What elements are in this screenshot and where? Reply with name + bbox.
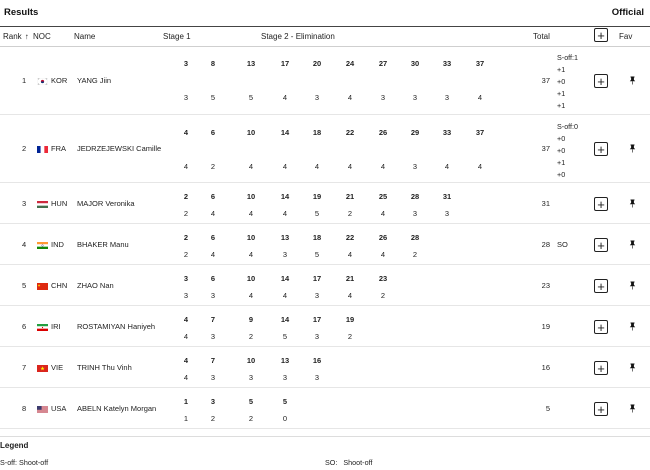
column-total: Total xyxy=(533,32,550,41)
pin-icon[interactable] xyxy=(629,240,636,251)
cumulative-score: 7 xyxy=(210,315,216,324)
legend-item-so xyxy=(325,458,372,467)
plus-icon: + xyxy=(597,142,605,157)
series-score: 3 xyxy=(444,209,450,218)
series-score: 3 xyxy=(183,93,189,102)
total-score: 31 xyxy=(541,199,550,208)
cumulative-score: 6 xyxy=(210,233,216,242)
cumulative-score: 6 xyxy=(210,274,216,283)
cumulative-score: 10 xyxy=(246,192,256,201)
series-score: 4 xyxy=(282,209,288,218)
series-score: 4 xyxy=(347,162,353,171)
series-score: 5 xyxy=(248,93,254,102)
series-score: 3 xyxy=(412,209,418,218)
pin-icon[interactable] xyxy=(629,404,636,415)
legend-item-soff xyxy=(0,458,48,467)
athlete-name: BHAKER Manu xyxy=(77,240,129,249)
cumulative-score: 2 xyxy=(183,192,189,201)
series-score: 2 xyxy=(183,250,189,259)
total-score: 19 xyxy=(541,322,550,331)
column-fav: Fav xyxy=(619,32,633,41)
cumulative-score: 14 xyxy=(280,274,290,283)
column-stage1: Stage 1 xyxy=(163,32,191,41)
series-score: 2 xyxy=(380,291,386,300)
cumulative-score: 28 xyxy=(410,192,420,201)
shoot-off-shot: +1 xyxy=(557,89,566,98)
series-score: 3 xyxy=(183,291,189,300)
cumulative-score: 21 xyxy=(345,274,355,283)
series-score: 4 xyxy=(477,93,483,102)
cumulative-score: 5 xyxy=(282,397,288,406)
plus-icon: + xyxy=(597,402,605,417)
series-score: 2 xyxy=(210,414,216,423)
cumulative-score: 18 xyxy=(312,233,322,242)
series-score: 3 xyxy=(314,332,320,341)
pin-icon[interactable] xyxy=(629,322,636,333)
cumulative-score: 3 xyxy=(183,59,189,68)
series-score: 0 xyxy=(282,414,288,423)
shoot-off-shot: +0 xyxy=(557,170,566,179)
cumulative-score: 37 xyxy=(475,59,485,68)
athlete-name: JEDRZEJEWSKI Camille xyxy=(77,144,162,153)
shoot-off-shot: +0 xyxy=(557,146,566,155)
series-score: 5 xyxy=(210,93,216,102)
cumulative-score: 16 xyxy=(312,356,322,365)
series-score: 4 xyxy=(183,332,189,341)
cumulative-score: 5 xyxy=(248,397,254,406)
table-row xyxy=(0,183,650,224)
rank-value: 8 xyxy=(22,404,27,413)
cumulative-score: 17 xyxy=(312,315,322,324)
cumulative-score: 37 xyxy=(475,128,485,137)
legend-key: SO: xyxy=(325,458,338,467)
rank-value: 2 xyxy=(22,144,27,153)
cumulative-score: 27 xyxy=(378,59,388,68)
noc-code: IND xyxy=(51,240,64,249)
cumulative-score: 6 xyxy=(210,192,216,201)
shoot-off-shot: +1 xyxy=(557,101,566,110)
cumulative-score: 9 xyxy=(248,315,254,324)
pin-icon[interactable] xyxy=(629,144,636,155)
series-score: 4 xyxy=(210,209,216,218)
series-score: 2 xyxy=(347,209,353,218)
cumulative-score: 7 xyxy=(210,356,216,365)
flag-iri-icon xyxy=(37,324,48,331)
column-name: Name xyxy=(74,32,96,41)
expand-row-button[interactable] xyxy=(594,320,608,334)
series-score: 4 xyxy=(210,250,216,259)
cumulative-score: 23 xyxy=(378,274,388,283)
cumulative-score: 2 xyxy=(183,233,189,242)
cumulative-score: 3 xyxy=(183,274,189,283)
cumulative-score: 18 xyxy=(312,128,322,137)
shoot-off-marker: SO xyxy=(557,240,568,249)
flag-ind-icon xyxy=(37,242,48,249)
cumulative-score: 17 xyxy=(312,274,322,283)
series-score: 3 xyxy=(314,373,320,382)
flag-usa-icon xyxy=(37,406,48,413)
shoot-off-result: S-off:1 xyxy=(557,53,579,62)
series-score: 4 xyxy=(380,250,386,259)
shoot-off-shot: +1 xyxy=(557,65,566,74)
series-score: 4 xyxy=(248,209,254,218)
series-score: 3 xyxy=(314,291,320,300)
expand-row-button[interactable] xyxy=(594,142,608,156)
cumulative-score: 33 xyxy=(442,128,452,137)
series-score: 3 xyxy=(210,332,216,341)
plus-icon: + xyxy=(597,279,605,294)
series-score: 3 xyxy=(282,373,288,382)
series-score: 3 xyxy=(380,93,386,102)
series-score: 3 xyxy=(210,291,216,300)
cumulative-score: 30 xyxy=(410,59,420,68)
expand-row-button[interactable] xyxy=(594,361,608,375)
cumulative-score: 13 xyxy=(280,233,290,242)
cumulative-score: 28 xyxy=(410,233,420,242)
plus-icon: + xyxy=(597,74,605,89)
flag-kor-icon xyxy=(37,78,48,85)
cumulative-score: 22 xyxy=(345,233,355,242)
series-score: 2 xyxy=(347,332,353,341)
athlete-name: YANG Jiin xyxy=(77,76,112,85)
cumulative-score: 4 xyxy=(183,356,189,365)
table-row xyxy=(0,388,650,429)
total-score: 37 xyxy=(541,76,550,85)
expand-row-button[interactable] xyxy=(594,74,608,88)
noc-code: KOR xyxy=(51,76,68,85)
cumulative-score: 29 xyxy=(410,128,420,137)
series-score: 3 xyxy=(412,93,418,102)
series-score: 5 xyxy=(314,250,320,259)
rank-value: 4 xyxy=(22,240,27,249)
table-row xyxy=(0,224,650,265)
total-score: 28 xyxy=(541,240,550,249)
series-score: 3 xyxy=(210,373,216,382)
series-score: 4 xyxy=(282,93,288,102)
cumulative-score: 10 xyxy=(246,356,256,365)
plus-icon: + xyxy=(597,28,605,43)
series-score: 4 xyxy=(183,162,189,171)
expand-row-button[interactable] xyxy=(594,402,608,416)
legend-value: Shoot-off xyxy=(343,458,373,467)
cumulative-score: 10 xyxy=(246,233,256,242)
series-score: 3 xyxy=(248,373,254,382)
cumulative-score: 10 xyxy=(246,128,256,137)
cumulative-score: 20 xyxy=(312,59,322,68)
athlete-name: ZHAO Nan xyxy=(77,281,114,290)
pin-icon[interactable] xyxy=(629,199,636,210)
series-score: 4 xyxy=(248,291,254,300)
series-score: 4 xyxy=(444,162,450,171)
series-score: 4 xyxy=(314,162,320,171)
series-score: 4 xyxy=(380,162,386,171)
plus-icon: + xyxy=(597,361,605,376)
total-score: 37 xyxy=(541,144,550,153)
divider xyxy=(0,436,650,437)
cumulative-score: 26 xyxy=(378,128,388,137)
results-bar xyxy=(0,0,650,27)
cumulative-score: 33 xyxy=(442,59,452,68)
total-score: 5 xyxy=(545,404,550,413)
series-score: 4 xyxy=(282,291,288,300)
rank-value: 1 xyxy=(22,76,27,85)
cumulative-score: 13 xyxy=(246,59,256,68)
series-score: 5 xyxy=(314,209,320,218)
cumulative-score: 14 xyxy=(280,128,290,137)
legend-key: S-off: xyxy=(0,458,18,467)
expand-row-button[interactable] xyxy=(594,197,608,211)
cumulative-score: 3 xyxy=(210,397,216,406)
rank-value: 7 xyxy=(22,363,27,372)
pin-icon[interactable] xyxy=(629,76,636,87)
cumulative-score: 17 xyxy=(280,59,290,68)
table-row xyxy=(0,306,650,347)
cumulative-score: 14 xyxy=(280,192,290,201)
series-score: 4 xyxy=(248,250,254,259)
cumulative-score: 10 xyxy=(246,274,256,283)
flag-hun-icon xyxy=(37,201,48,208)
plus-icon: + xyxy=(597,320,605,335)
rank-value: 5 xyxy=(22,281,27,290)
cumulative-score: 22 xyxy=(345,128,355,137)
legend-title: Legend xyxy=(0,441,29,450)
series-score: 5 xyxy=(282,332,288,341)
legend-value: Shoot-off xyxy=(19,458,49,467)
noc-code: IRI xyxy=(51,322,61,331)
column-rank[interactable] xyxy=(3,32,29,41)
series-score: 3 xyxy=(314,93,320,102)
series-score: 2 xyxy=(183,209,189,218)
athlete-name: ROSTAMIYAN Haniyeh xyxy=(77,322,156,331)
rank-value: 6 xyxy=(22,322,27,331)
series-score: 4 xyxy=(347,250,353,259)
cumulative-score: 19 xyxy=(312,192,322,201)
flag-fra-icon xyxy=(37,146,48,153)
series-score: 4 xyxy=(347,93,353,102)
cumulative-score: 4 xyxy=(183,128,189,137)
noc-code: FRA xyxy=(51,144,66,153)
noc-code: VIE xyxy=(51,363,64,372)
series-score: 4 xyxy=(380,209,386,218)
flag-vie-icon xyxy=(37,365,48,372)
flag-chn-icon xyxy=(37,283,48,290)
cumulative-score: 26 xyxy=(378,233,388,242)
plus-icon: + xyxy=(597,238,605,253)
shoot-off-shot: +0 xyxy=(557,134,566,143)
series-score: 4 xyxy=(477,162,483,171)
athlete-name: MAJOR Veronika xyxy=(77,199,135,208)
cumulative-score: 8 xyxy=(210,59,216,68)
cumulative-score: 13 xyxy=(280,356,290,365)
table-row xyxy=(0,347,650,388)
expand-row-button[interactable] xyxy=(594,238,608,252)
total-score: 16 xyxy=(541,363,550,372)
athlete-name: ABELN Katelyn Morgan xyxy=(77,404,157,413)
table-row xyxy=(0,265,650,306)
cumulative-score: 14 xyxy=(280,315,290,324)
table-row xyxy=(0,46,650,115)
column-stage2: Stage 2 - Elimination xyxy=(261,32,335,41)
pin-icon[interactable] xyxy=(629,363,636,374)
series-score: 2 xyxy=(412,250,418,259)
sort-arrow-icon[interactable]: ↑ xyxy=(24,32,29,41)
status-official: Official xyxy=(611,7,644,18)
series-score: 4 xyxy=(183,373,189,382)
cumulative-score: 25 xyxy=(378,192,388,201)
shoot-off-shot: +1 xyxy=(557,158,566,167)
series-score: 3 xyxy=(282,250,288,259)
series-score: 4 xyxy=(282,162,288,171)
cumulative-score: 21 xyxy=(345,192,355,201)
cumulative-score: 4 xyxy=(183,315,189,324)
table-header xyxy=(0,27,650,47)
series-score: 2 xyxy=(248,414,254,423)
series-score: 3 xyxy=(412,162,418,171)
page-title: Results xyxy=(4,7,39,18)
cumulative-score: 1 xyxy=(183,397,189,406)
cumulative-score: 31 xyxy=(442,192,452,201)
series-score: 1 xyxy=(183,414,189,423)
add-column-button[interactable] xyxy=(594,28,608,42)
table-row xyxy=(0,115,650,183)
cumulative-score: 19 xyxy=(345,315,355,324)
column-noc: NOC xyxy=(33,32,51,41)
plus-icon: + xyxy=(597,197,605,212)
pin-icon[interactable] xyxy=(629,281,636,292)
total-score: 23 xyxy=(541,281,550,290)
noc-code: HUN xyxy=(51,199,68,208)
athlete-name: TRINH Thu Vinh xyxy=(77,363,132,372)
shoot-off-shot: +0 xyxy=(557,77,566,86)
series-score: 4 xyxy=(248,162,254,171)
noc-code: USA xyxy=(51,404,67,413)
series-score: 2 xyxy=(248,332,254,341)
expand-row-button[interactable] xyxy=(594,279,608,293)
shoot-off-result: S-off:0 xyxy=(557,122,579,131)
cumulative-score: 6 xyxy=(210,128,216,137)
rank-value: 3 xyxy=(22,199,27,208)
cumulative-score: 24 xyxy=(345,59,355,68)
noc-code: CHN xyxy=(51,281,68,290)
series-score: 3 xyxy=(444,93,450,102)
series-score: 4 xyxy=(347,291,353,300)
series-score: 2 xyxy=(210,162,216,171)
column-rank-label: Rank xyxy=(3,32,22,41)
